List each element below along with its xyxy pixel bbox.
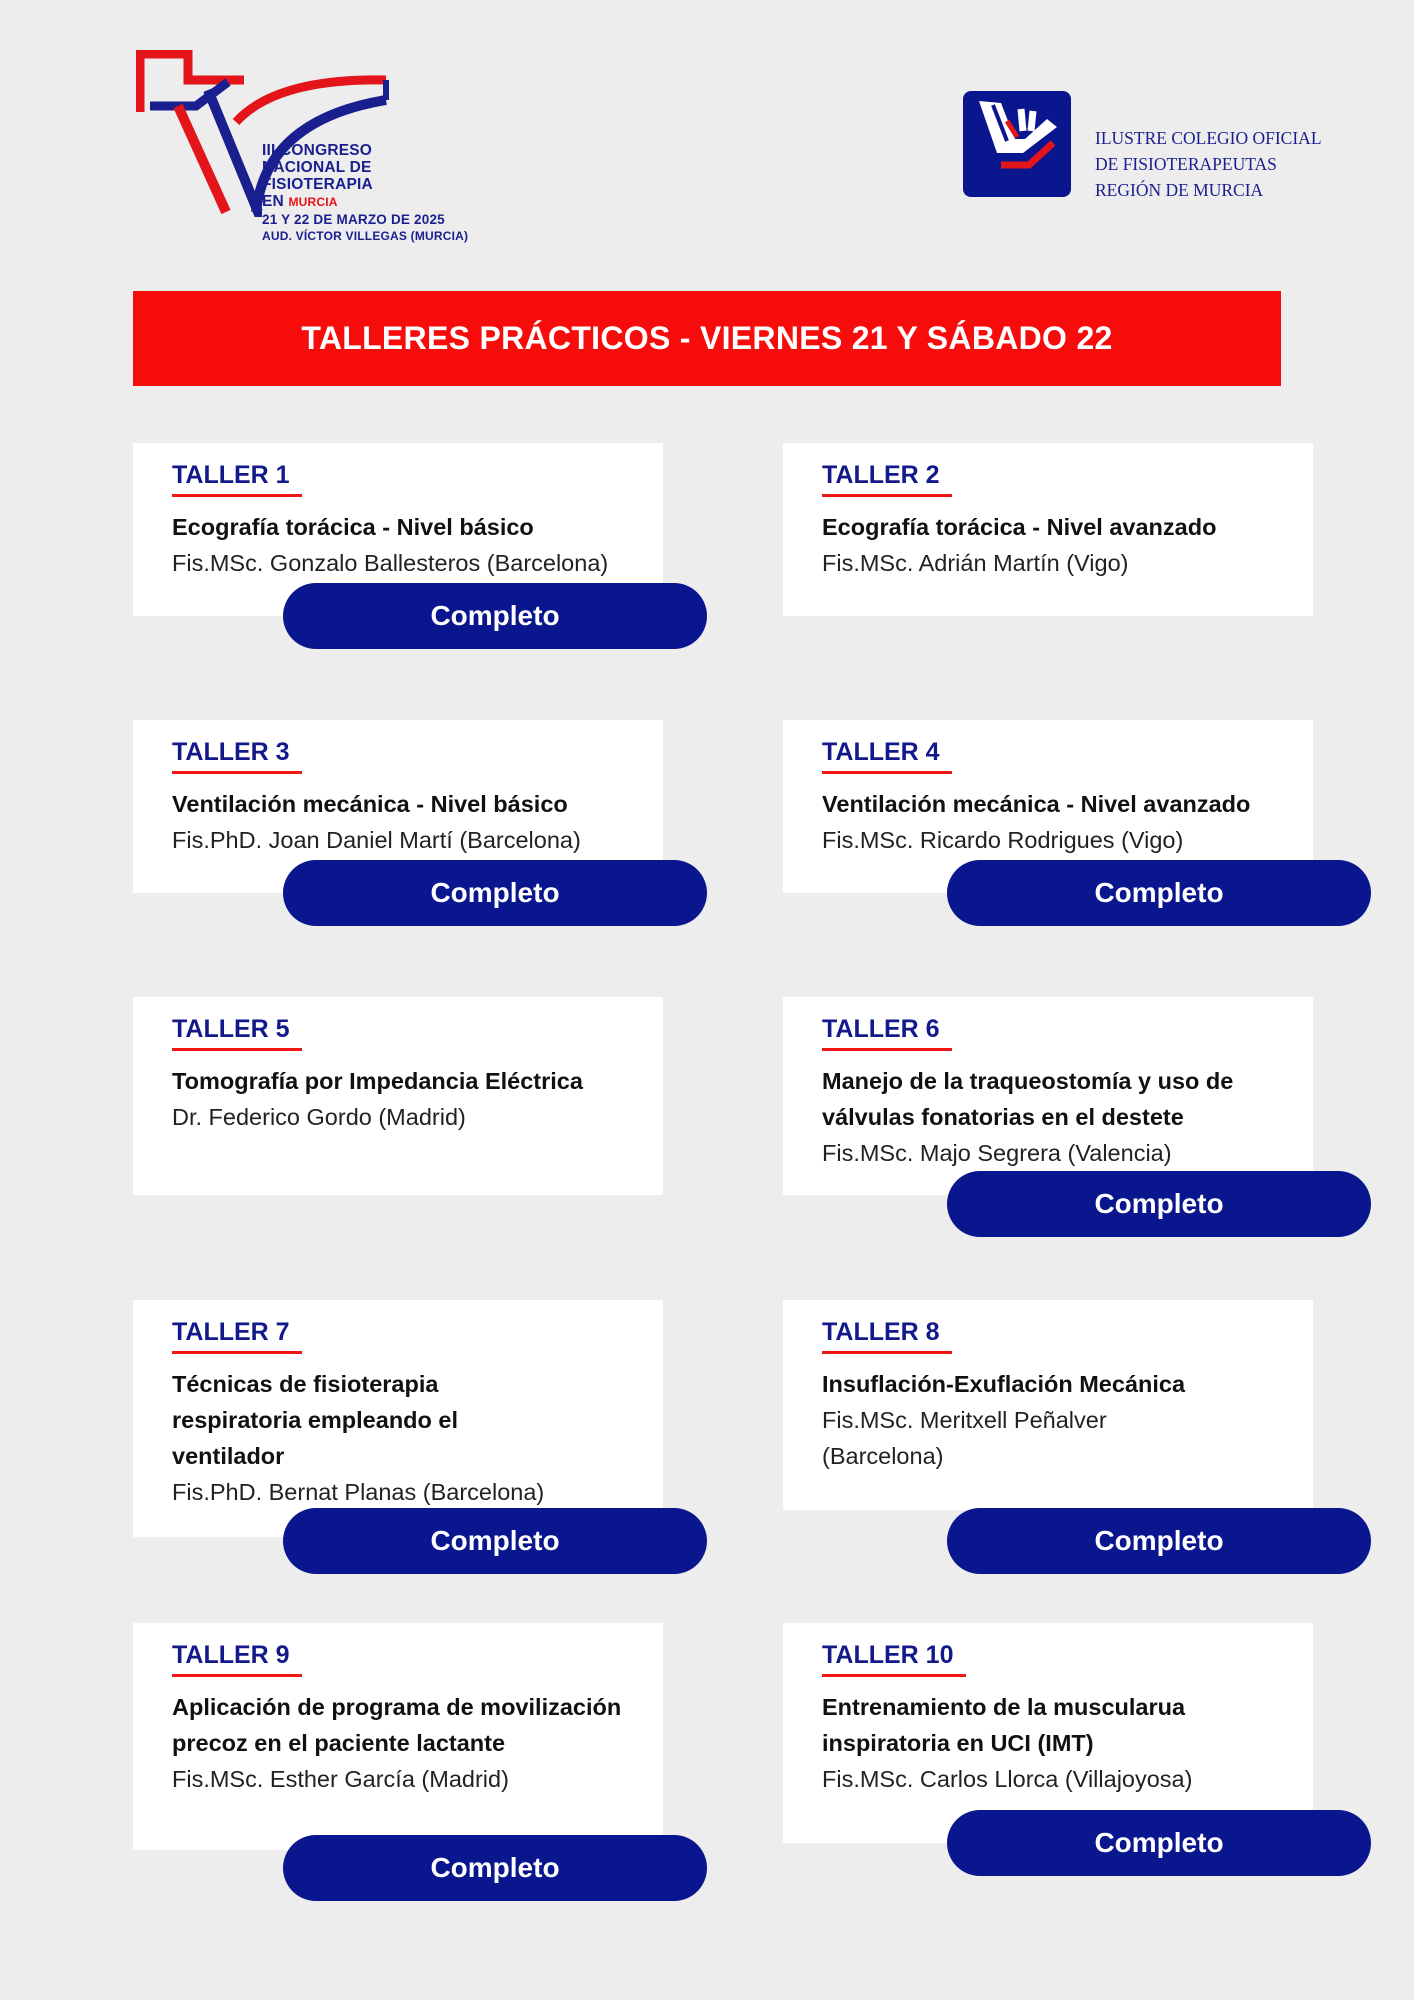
- workshop-label: TALLER 10: [822, 1639, 966, 1677]
- congress-date: 21 Y 22 DE MARZO DE 2025: [262, 212, 445, 227]
- workshop-card-2: [783, 443, 1313, 616]
- workshop-label: TALLER 4: [822, 736, 952, 774]
- congress-line: [262, 193, 468, 211]
- workshop-title: Entrenamiento de la muscularua inspiratoria en UCI (IMT): [822, 1694, 1186, 1756]
- college-name: [1095, 125, 1322, 203]
- workshop-3-status-button[interactable]: [283, 860, 707, 926]
- workshop-title: Ecografía torácica - Nivel básico: [172, 514, 534, 540]
- workshop-speaker: Fis.MSc. Meritxell Peñalver (Barcelona): [822, 1407, 1107, 1469]
- workshop-speaker: Fis.PhD. Bernat Planas (Barcelona): [172, 1479, 545, 1505]
- workshop-4-status-button[interactable]: [947, 860, 1371, 926]
- workshop-speaker: Dr. Federico Gordo (Madrid): [172, 1104, 466, 1130]
- workshops-banner: [133, 291, 1281, 386]
- workshop-title: Ventilación mecánica - Nivel avanzado: [822, 791, 1251, 817]
- workshop-speaker: Fis.MSc. Esther García (Madrid): [172, 1766, 509, 1792]
- workshop-speaker: Fis.PhD. Joan Daniel Martí (Barcelona): [172, 827, 581, 853]
- workshop-title: Ventilación mecánica - Nivel básico: [172, 791, 568, 817]
- workshop-card-8: [783, 1300, 1313, 1510]
- workshop-title: Aplicación de programa de movilización precoz en el paciente lactante: [172, 1694, 622, 1756]
- workshop-title: Insuflación-Exuflación Mecánica: [822, 1371, 1186, 1397]
- workshop-card-9: [133, 1623, 663, 1850]
- workshop-1-status-button[interactable]: [283, 583, 707, 649]
- congress-venue: AUD. VÍCTOR VILLEGAS (MURCIA): [262, 229, 469, 243]
- status-label: Completo: [430, 877, 560, 908]
- status-label: Completo: [1094, 1188, 1224, 1219]
- congress-title: [262, 142, 468, 245]
- status-label: Completo: [430, 1852, 560, 1883]
- status-label: Completo: [1094, 877, 1224, 908]
- workshop-6-status-button[interactable]: [947, 1171, 1371, 1237]
- workshop-label: TALLER 1: [172, 459, 302, 497]
- status-label: Completo: [1094, 1525, 1224, 1556]
- congress-logo: [136, 50, 506, 243]
- workshop-title: Manejo de la traqueostomía y uso de válvulas fonatorias en el destete: [822, 1068, 1234, 1130]
- workshop-label: TALLER 5: [172, 1013, 302, 1051]
- workshop-speaker: Fis.MSc. Ricardo Rodrigues (Vigo): [822, 827, 1184, 853]
- workshop-title: Tomografía por Impedancia Eléctrica: [172, 1068, 583, 1094]
- status-label: Completo: [430, 1525, 560, 1556]
- workshop-label: TALLER 8: [822, 1316, 952, 1354]
- congress-city: MURCIA: [288, 195, 338, 209]
- workshop-label: TALLER 7: [172, 1316, 302, 1354]
- workshop-label: TALLER 6: [822, 1013, 952, 1051]
- congress-line: III CONGRESO: [262, 142, 373, 159]
- college-name-line: REGIÓN DE MURCIA: [1095, 180, 1264, 200]
- workshop-speaker: Fis.MSc. Adrián Martín (Vigo): [822, 550, 1129, 576]
- workshop-label: TALLER 9: [172, 1639, 302, 1677]
- workshop-speaker: Fis.MSc. Gonzalo Ballesteros (Barcelona): [172, 550, 609, 576]
- college-name-line: DE FISIOTERAPEUTAS: [1095, 154, 1277, 174]
- workshop-speaker: Fis.MSc. Carlos Llorca (Villajoyosa): [822, 1766, 1193, 1792]
- workshop-title: Ecografía torácica - Nivel avanzado: [822, 514, 1217, 540]
- workshop-card-7: [133, 1300, 663, 1537]
- congress-line-prefix: EN: [262, 193, 289, 210]
- workshop-card-6: [783, 997, 1313, 1195]
- workshop-card-5: [133, 997, 663, 1195]
- workshop-10-status-button[interactable]: [947, 1810, 1371, 1876]
- banner-title: TALLERES PRÁCTICOS - VIERNES 21 Y SÁBADO 22: [301, 320, 1113, 356]
- workshop-title: Técnicas de fisioterapia respiratoria empleando el ventilador: [172, 1371, 459, 1469]
- workshop-9-status-button[interactable]: [283, 1835, 707, 1901]
- workshop-8-status-button[interactable]: [947, 1508, 1371, 1574]
- workshop-label: TALLER 3: [172, 736, 302, 774]
- congress-line: FISIOTERAPIA: [262, 176, 373, 193]
- college-logo-icon: [963, 91, 1071, 197]
- status-label: Completo: [1094, 1827, 1224, 1858]
- college-name-line: ILUSTRE COLEGIO OFICIAL: [1095, 128, 1322, 148]
- workshop-label: TALLER 2: [822, 459, 952, 497]
- workshop-speaker: Fis.MSc. Majo Segrera (Valencia): [822, 1140, 1172, 1166]
- status-label: Completo: [430, 600, 560, 631]
- congress-line: NACIONAL DE: [262, 159, 372, 176]
- workshop-7-status-button[interactable]: [283, 1508, 707, 1574]
